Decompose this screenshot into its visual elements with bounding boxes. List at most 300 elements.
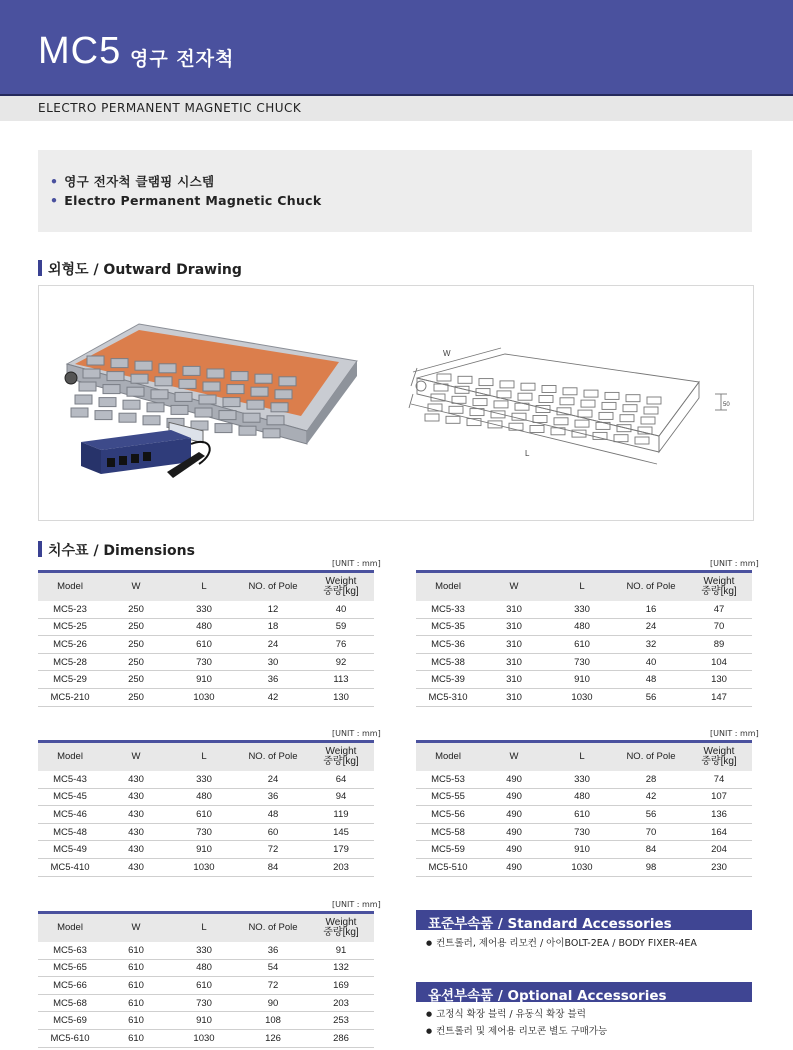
table-row xyxy=(38,959,374,977)
table-header-row xyxy=(416,572,752,602)
pole-block xyxy=(207,369,224,378)
table-cell: 430 xyxy=(102,771,170,788)
pole-block-outline xyxy=(563,388,577,395)
pole-block-outline xyxy=(425,414,439,421)
table-cell: 60 xyxy=(238,823,308,841)
table-cell: 910 xyxy=(170,841,238,859)
dimension-table xyxy=(38,570,374,707)
table-row xyxy=(416,688,752,706)
pole-block-outline xyxy=(500,381,514,388)
table-cell: 910 xyxy=(548,671,616,689)
table-cell: 40 xyxy=(616,653,686,671)
pole-block xyxy=(171,405,188,414)
optional-accessories-title: 옵션부속품 / Optional Accessories xyxy=(428,988,667,1004)
column-header-weight xyxy=(308,913,374,943)
table-cell: 24 xyxy=(238,636,308,654)
column-header: NO. of Pole xyxy=(238,572,308,602)
table-cell: MC5-35 xyxy=(416,618,480,636)
table-cell: MC5-66 xyxy=(38,977,102,995)
table-cell: 910 xyxy=(170,671,238,689)
pole-block-outline xyxy=(437,374,451,381)
drawing-section-title: 외형도 / Outward Drawing xyxy=(38,259,242,279)
pole-block xyxy=(103,385,120,394)
table-cell: MC5-69 xyxy=(38,1012,102,1030)
table-header-row xyxy=(416,742,752,772)
table-cell: 330 xyxy=(170,601,238,618)
pole-block xyxy=(151,390,168,399)
pole-block-outline xyxy=(602,402,616,409)
table-cell: 310 xyxy=(480,653,548,671)
table-cell: 430 xyxy=(102,841,170,859)
pole-block-outline xyxy=(614,435,628,442)
model-name: MC5 xyxy=(38,30,122,72)
table-cell: 310 xyxy=(480,671,548,689)
pole-block-outline xyxy=(584,390,598,397)
pole-block xyxy=(79,382,96,391)
pole-block xyxy=(223,398,240,407)
table-cell: 47 xyxy=(686,601,752,618)
drawing-panel xyxy=(38,285,754,521)
table-cell: 490 xyxy=(480,771,548,788)
table-cell: 32 xyxy=(616,636,686,654)
table-cell: 132 xyxy=(308,959,374,977)
table-row xyxy=(416,671,752,689)
table-cell: 130 xyxy=(686,671,752,689)
table-cell: 610 xyxy=(170,636,238,654)
table-cell: 490 xyxy=(480,788,548,806)
pole-block-outline xyxy=(446,416,460,423)
table-cell: 490 xyxy=(480,841,548,859)
column-header: L xyxy=(170,742,238,772)
weight-unit-label: 중량[kg] xyxy=(323,756,359,767)
pole-block xyxy=(119,413,136,422)
table-cell: 76 xyxy=(308,636,374,654)
pole-block xyxy=(123,400,140,409)
table-cell: MC5-45 xyxy=(38,788,102,806)
pole-block xyxy=(247,400,264,409)
table-cell: 1030 xyxy=(548,858,616,876)
table-cell: 48 xyxy=(238,806,308,824)
table-cell: MC5-38 xyxy=(416,653,480,671)
table-cell: 1030 xyxy=(170,688,238,706)
pole-block-outline xyxy=(620,415,634,422)
column-header: NO. of Pole xyxy=(616,572,686,602)
optional-accessory-item: ● 컨트롤러 및 제어용 리모콘 별도 구매가능 xyxy=(426,1023,607,1037)
table-cell: 430 xyxy=(102,858,170,876)
weight-label: Weight xyxy=(703,745,735,757)
table-cell: MC5-63 xyxy=(38,942,102,959)
table-cell: 330 xyxy=(170,771,238,788)
weight-label: Weight xyxy=(325,916,357,928)
table-cell: 480 xyxy=(548,618,616,636)
pole-block xyxy=(111,359,128,368)
table-cell: 330 xyxy=(548,601,616,618)
table-cell: 64 xyxy=(308,771,374,788)
dimensions-section-title: 치수표 / Dimensions xyxy=(38,540,195,560)
pole-block xyxy=(183,366,200,375)
table-cell: 84 xyxy=(238,858,308,876)
table-row xyxy=(38,994,374,1012)
table-row xyxy=(38,688,374,706)
table-cell: 490 xyxy=(480,806,548,824)
pole-block xyxy=(279,377,296,386)
dimension-table xyxy=(38,911,374,1048)
table-row xyxy=(38,942,374,959)
chuck-photo xyxy=(65,324,357,444)
table-cell: 90 xyxy=(238,994,308,1012)
table-cell: 108 xyxy=(238,1012,308,1030)
table-cell: 310 xyxy=(480,601,548,618)
column-header-weight xyxy=(308,742,374,772)
optional-accessories-bar xyxy=(416,982,752,1002)
table-cell: 610 xyxy=(102,977,170,995)
pole-block-outline xyxy=(581,400,595,407)
pole-block-outline xyxy=(542,386,556,393)
table-cell: 610 xyxy=(102,994,170,1012)
weight-unit-label: 중량[kg] xyxy=(701,586,737,597)
unit-label: [UNIT : mm] xyxy=(332,559,381,568)
table-cell: MC5-33 xyxy=(416,601,480,618)
pole-block xyxy=(199,395,216,404)
table-cell: 107 xyxy=(686,788,752,806)
pole-block-outline xyxy=(635,437,649,444)
pole-block-outline xyxy=(644,407,658,414)
table-row xyxy=(416,618,752,636)
pole-block xyxy=(195,408,212,417)
intro-item: • Electro Permanent Magnetic Chuck xyxy=(50,193,321,208)
pole-block-outline xyxy=(452,396,466,403)
line-drawing xyxy=(409,348,727,464)
table-cell: 56 xyxy=(616,806,686,824)
table-cell: 253 xyxy=(308,1012,374,1030)
table-cell: 98 xyxy=(616,858,686,876)
column-header: W xyxy=(102,913,170,943)
table-cell: 56 xyxy=(616,688,686,706)
weight-label: Weight xyxy=(325,575,357,587)
table-cell: 730 xyxy=(170,653,238,671)
table-cell: 72 xyxy=(238,841,308,859)
table-cell: 119 xyxy=(308,806,374,824)
table-row xyxy=(38,636,374,654)
table-cell: MC5-46 xyxy=(38,806,102,824)
table-cell: 1030 xyxy=(170,858,238,876)
table-cell: 490 xyxy=(480,823,548,841)
standard-accessories-bar xyxy=(416,910,752,930)
table-header-row xyxy=(38,913,374,943)
pole-block-outline xyxy=(557,408,571,415)
table-cell: 330 xyxy=(170,942,238,959)
table-cell: 330 xyxy=(548,771,616,788)
table-cell: 113 xyxy=(308,671,374,689)
pole-block-outline xyxy=(578,410,592,417)
column-header: NO. of Pole xyxy=(238,742,308,772)
table-cell: 286 xyxy=(308,1029,374,1047)
table-cell: 40 xyxy=(308,601,374,618)
table-cell: 480 xyxy=(170,788,238,806)
table-row xyxy=(416,858,752,876)
weight-unit-label: 중량[kg] xyxy=(701,756,737,767)
column-header: W xyxy=(102,572,170,602)
table-cell: MC5-53 xyxy=(416,771,480,788)
table-cell: 24 xyxy=(238,771,308,788)
table-cell: MC5-28 xyxy=(38,653,102,671)
table-cell: 910 xyxy=(170,1012,238,1030)
table-row xyxy=(38,858,374,876)
table-cell: MC5-210 xyxy=(38,688,102,706)
product-title-ko: 영구 전자척 xyxy=(130,48,235,70)
column-header: NO. of Pole xyxy=(238,913,308,943)
table-cell: 610 xyxy=(102,942,170,959)
unit-label: [UNIT : mm] xyxy=(332,729,381,738)
table-cell: 250 xyxy=(102,636,170,654)
table-cell: MC5-310 xyxy=(416,688,480,706)
table-cell: MC5-29 xyxy=(38,671,102,689)
pole-block xyxy=(251,387,268,396)
table-cell: 91 xyxy=(308,942,374,959)
table-cell: 310 xyxy=(480,688,548,706)
table-cell: 203 xyxy=(308,994,374,1012)
table-row xyxy=(38,806,374,824)
weight-label: Weight xyxy=(325,745,357,757)
pole-block xyxy=(71,408,88,417)
standard-accessory-item: ● 컨트롤러, 제어용 리모컨 / 아이BOLT-2EA / BODY FIXER-4EA xyxy=(426,935,697,949)
column-header: Model xyxy=(416,742,480,772)
column-header: L xyxy=(170,913,238,943)
table-cell: 130 xyxy=(308,688,374,706)
table-cell: 12 xyxy=(238,601,308,618)
column-header: L xyxy=(548,572,616,602)
column-header: L xyxy=(170,572,238,602)
table-cell: 30 xyxy=(238,653,308,671)
table-cell: 610 xyxy=(170,977,238,995)
pole-block xyxy=(127,387,144,396)
table-header-row xyxy=(38,742,374,772)
table-cell: 250 xyxy=(102,653,170,671)
table-cell: 910 xyxy=(548,841,616,859)
unit-label: [UNIT : mm] xyxy=(710,559,759,568)
pole-block-outline xyxy=(554,418,568,425)
pole-block xyxy=(239,426,256,435)
table-cell: 480 xyxy=(548,788,616,806)
table-cell: 54 xyxy=(238,959,308,977)
table-cell: 74 xyxy=(686,771,752,788)
table-cell: 610 xyxy=(170,806,238,824)
table-cell: MC5-23 xyxy=(38,601,102,618)
table-cell: 730 xyxy=(548,653,616,671)
standard-accessories-title: 표준부속품 / Standard Accessories xyxy=(428,916,672,932)
table-row xyxy=(38,977,374,995)
pole-block-outline xyxy=(530,426,544,433)
table-cell: 480 xyxy=(170,959,238,977)
pole-block-outline xyxy=(521,383,535,390)
pole-block xyxy=(275,390,292,399)
table-row xyxy=(416,823,752,841)
table-cell: 84 xyxy=(616,841,686,859)
table-cell: 145 xyxy=(308,823,374,841)
pole-block xyxy=(75,395,92,404)
table-cell: 179 xyxy=(308,841,374,859)
column-header: W xyxy=(480,742,548,772)
table-cell: 94 xyxy=(308,788,374,806)
pole-block-outline xyxy=(458,376,472,383)
column-header: Model xyxy=(38,742,102,772)
table-cell: 430 xyxy=(102,806,170,824)
pole-block xyxy=(143,416,160,425)
column-header: W xyxy=(480,572,548,602)
pole-block xyxy=(107,372,124,381)
pole-block-outline xyxy=(449,406,463,413)
table-row xyxy=(38,653,374,671)
table-cell: 48 xyxy=(616,671,686,689)
pole-block xyxy=(255,374,272,383)
weight-label: Weight xyxy=(703,575,735,587)
table-row xyxy=(416,771,752,788)
table-cell: 36 xyxy=(238,942,308,959)
pole-block-outline xyxy=(641,417,655,424)
pole-block xyxy=(215,424,232,433)
table-cell: MC5-36 xyxy=(416,636,480,654)
table-cell: 1030 xyxy=(170,1029,238,1047)
table-cell: 42 xyxy=(238,688,308,706)
table-cell: 250 xyxy=(102,671,170,689)
table-header-row xyxy=(38,572,374,602)
table-cell: 610 xyxy=(102,1029,170,1047)
table-cell: MC5-68 xyxy=(38,994,102,1012)
unit-label: [UNIT : mm] xyxy=(710,729,759,738)
pole-block-outline xyxy=(617,425,631,432)
dimension-table xyxy=(38,740,374,877)
table-cell: 89 xyxy=(686,636,752,654)
table-row xyxy=(38,771,374,788)
table-cell: 16 xyxy=(616,601,686,618)
table-cell: MC5-56 xyxy=(416,806,480,824)
table-cell: 24 xyxy=(616,618,686,636)
pole-block-outline xyxy=(473,399,487,406)
column-header: Model xyxy=(416,572,480,602)
table-cell: MC5-55 xyxy=(416,788,480,806)
table-row xyxy=(416,653,752,671)
table-cell: MC5-410 xyxy=(38,858,102,876)
table-cell: MC5-43 xyxy=(38,771,102,788)
header-banner xyxy=(0,0,793,96)
pole-block xyxy=(263,429,280,438)
table-cell: 59 xyxy=(308,618,374,636)
weight-unit-label: 중량[kg] xyxy=(323,927,359,938)
pole-block xyxy=(147,403,164,412)
column-header-weight xyxy=(308,572,374,602)
label-l: L xyxy=(525,449,530,458)
table-cell: 147 xyxy=(686,688,752,706)
table-cell: 610 xyxy=(102,959,170,977)
pole-block-outline xyxy=(560,398,574,405)
table-row xyxy=(38,671,374,689)
pole-block xyxy=(231,372,248,381)
pole-block xyxy=(87,356,104,365)
table-cell: 104 xyxy=(686,653,752,671)
column-header: W xyxy=(102,742,170,772)
subtitle-bar xyxy=(0,96,793,121)
pole-block xyxy=(175,392,192,401)
table-cell: 730 xyxy=(548,823,616,841)
unit-label: [UNIT : mm] xyxy=(332,900,381,909)
pole-block xyxy=(219,411,236,420)
table-cell: 18 xyxy=(238,618,308,636)
table-row xyxy=(38,1012,374,1030)
intro-box xyxy=(38,150,752,232)
table-cell: 204 xyxy=(686,841,752,859)
dimension-table xyxy=(416,740,752,877)
column-header-weight xyxy=(686,742,752,772)
table-cell: 610 xyxy=(548,806,616,824)
table-cell: 480 xyxy=(170,618,238,636)
pole-block xyxy=(99,398,116,407)
pole-block xyxy=(267,416,284,425)
table-row xyxy=(38,823,374,841)
table-row xyxy=(416,636,752,654)
table-cell: MC5-510 xyxy=(416,858,480,876)
label-w: W xyxy=(443,349,451,358)
table-cell: 230 xyxy=(686,858,752,876)
table-cell: MC5-26 xyxy=(38,636,102,654)
table-cell: 310 xyxy=(480,636,548,654)
pole-block-outline xyxy=(626,395,640,402)
intro-item: • 영구 전자척 클램핑 시스템 xyxy=(50,172,214,190)
table-cell: 250 xyxy=(102,688,170,706)
table-cell: 430 xyxy=(102,788,170,806)
table-cell: MC5-59 xyxy=(416,841,480,859)
pole-block-outline xyxy=(593,432,607,439)
table-cell: 610 xyxy=(548,636,616,654)
table-cell: 72 xyxy=(238,977,308,995)
pole-block-outline xyxy=(623,405,637,412)
column-header: Model xyxy=(38,572,102,602)
table-cell: 430 xyxy=(102,823,170,841)
table-cell: MC5-48 xyxy=(38,823,102,841)
pole-block-outline xyxy=(512,413,526,420)
table-cell: 610 xyxy=(102,1012,170,1030)
pole-block xyxy=(159,364,176,373)
chuck-drawing xyxy=(39,286,753,520)
pole-block xyxy=(271,403,288,412)
pole-block xyxy=(155,377,172,386)
table-cell: 1030 xyxy=(548,688,616,706)
column-header-weight xyxy=(686,572,752,602)
table-cell: MC5-65 xyxy=(38,959,102,977)
pole-block-outline xyxy=(605,392,619,399)
product-subtitle: ELECTRO PERMANENT MAGNETIC CHUCK xyxy=(38,101,302,115)
pole-block xyxy=(243,413,260,422)
pole-block-outline xyxy=(575,420,589,427)
table-row xyxy=(38,601,374,618)
table-cell: 730 xyxy=(170,823,238,841)
table-row xyxy=(38,1029,374,1047)
table-cell: 203 xyxy=(308,858,374,876)
column-header: Model xyxy=(38,913,102,943)
table-cell: 164 xyxy=(686,823,752,841)
pole-block xyxy=(203,382,220,391)
table-cell: 250 xyxy=(102,618,170,636)
pole-block-outline xyxy=(479,379,493,386)
pole-block-outline xyxy=(497,391,511,398)
table-cell: MC5-610 xyxy=(38,1029,102,1047)
table-cell: 490 xyxy=(480,858,548,876)
table-cell: 136 xyxy=(686,806,752,824)
table-cell: 126 xyxy=(238,1029,308,1047)
pole-block-outline xyxy=(539,396,553,403)
pole-block xyxy=(179,379,196,388)
pole-block xyxy=(95,411,112,420)
weight-unit-label: 중량[kg] xyxy=(323,586,359,597)
